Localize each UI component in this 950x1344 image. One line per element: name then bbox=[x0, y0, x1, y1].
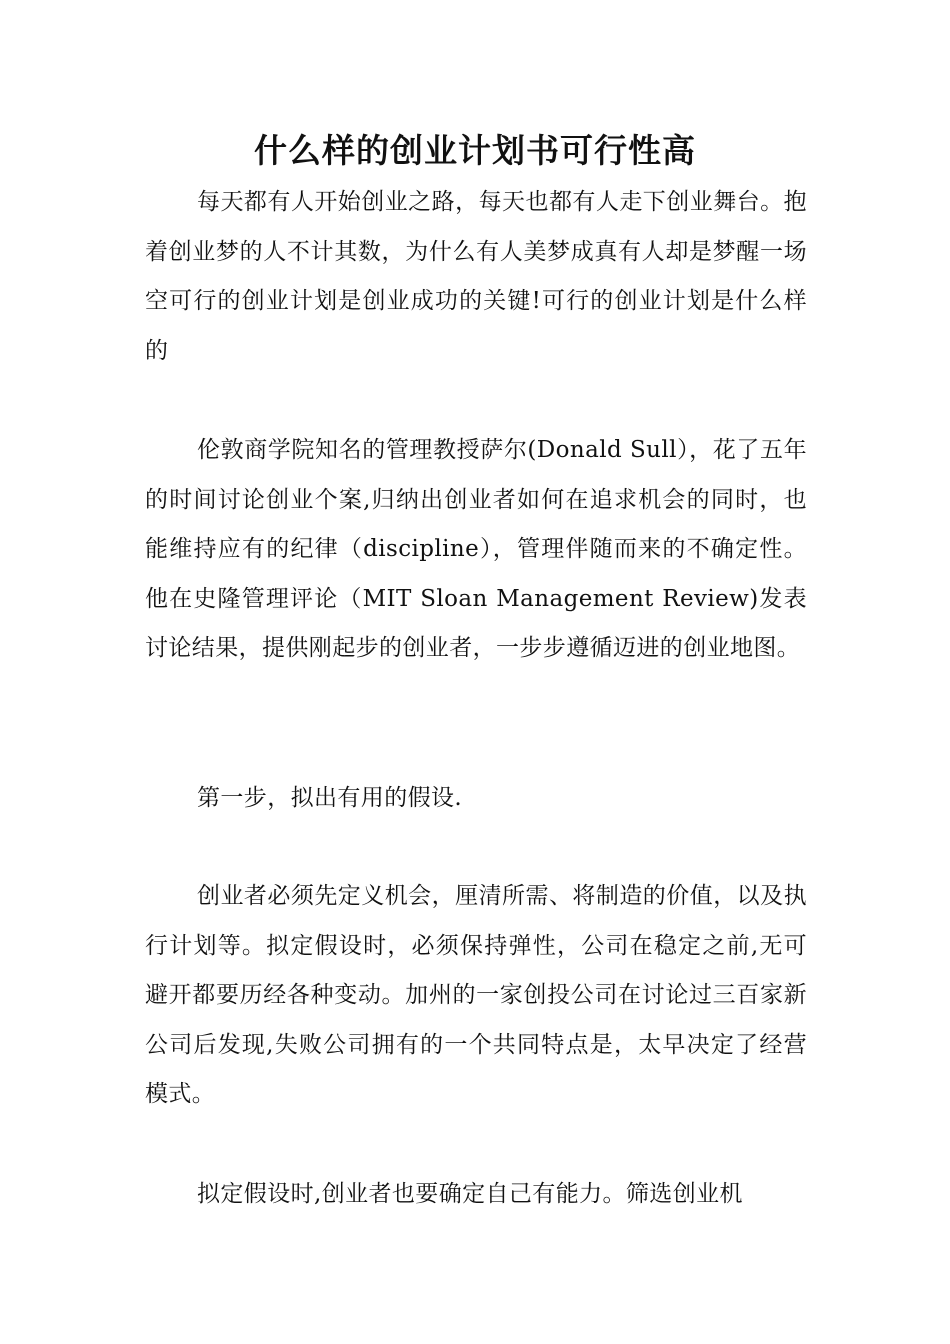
paragraph-capability: 拟定假设时,创业者也要确定自己有能力。筛选创业机 bbox=[197, 1181, 743, 1207]
paragraph-define-opportunity: 创业者必须先定义机会，厘清所需、将制造的价值，以及执行计划等。拟定假设时，必须保持弹性，公司在稳定之前,无可避开都要历经各种变动。加州的一家创投公司在讨论过三百家新公司后发现,失败公司拥有的一个共同特点是，太早决定了经营模式。 bbox=[145, 883, 807, 1107]
document-title: 什么样的创业计划书可行性高 bbox=[254, 131, 696, 170]
paragraph-step-one-heading: 第一步，拟出有用的假设. bbox=[197, 785, 463, 811]
paragraph-intro: 每天都有人开始创业之路，每天也都有人走下创业舞台。抱着创业梦的人不计其数，为什么有人美梦成真有人却是梦醒一场空可行的创业计划是创业成功的关键!可行的创业计划是什么样的 bbox=[145, 189, 807, 364]
paragraph-sull-research: 伦敦商学院知名的管理教授萨尔(Donald Sull），花了五年的时间讨论创业个案,归纳出创业者如何在追求机会的同时，也能维持应有的纪律（discipline），管理伴随而来的不确定性。他在史隆管理评论（MIT Sloan Management Review)发表讨论结果，提供刚起步的创业者，一步步遵循迈进的创业地图。 bbox=[145, 437, 807, 661]
